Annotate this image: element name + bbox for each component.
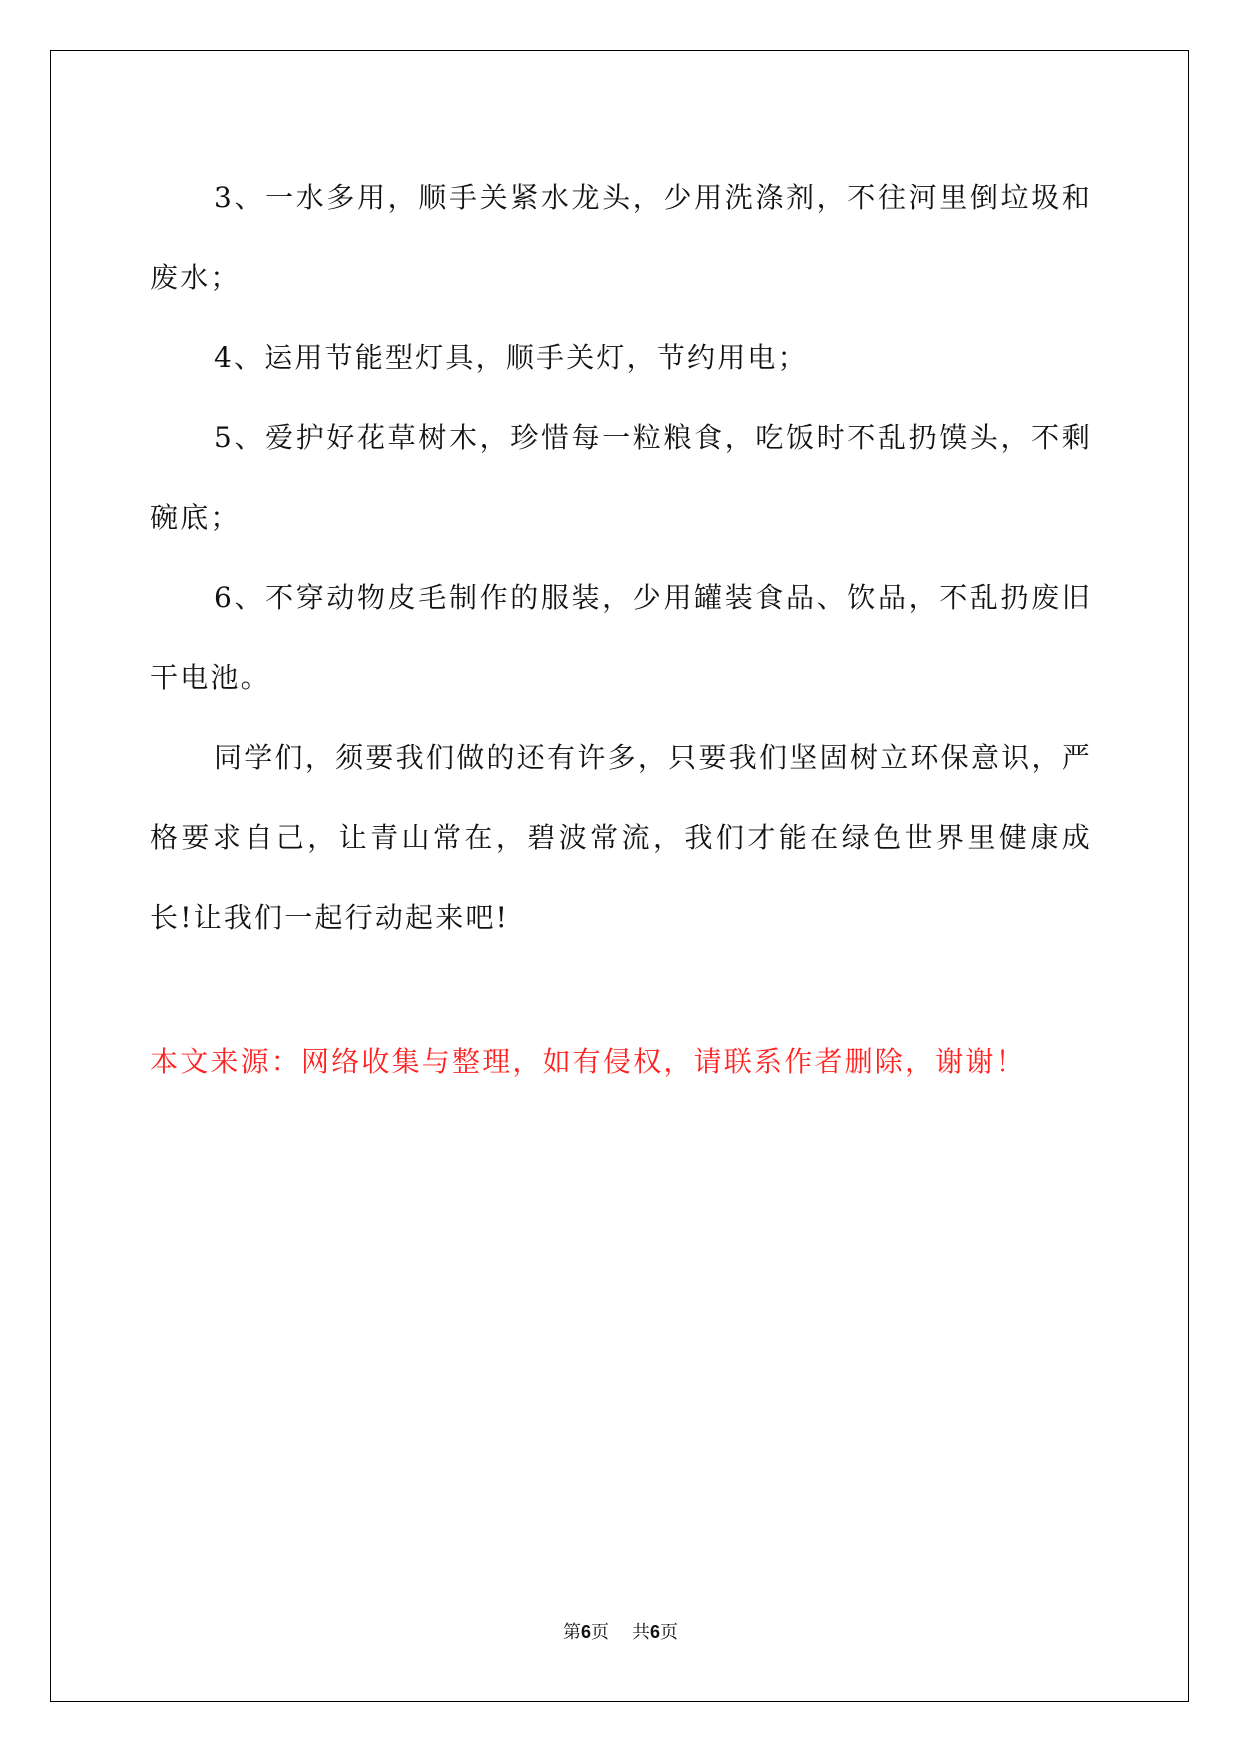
page-footer <box>0 1618 1241 1644</box>
page-prefix: 第 <box>563 1622 582 1643</box>
total-page-number: 6 <box>649 1622 660 1642</box>
total-prefix: 共 <box>631 1622 650 1643</box>
paragraph-item-5: 5、爱护好花草树木，珍惜每一粒粮食，吃饭时不乱扔馍头，不剩碗底； <box>150 421 1092 534</box>
current-page-number: 6 <box>581 1622 592 1642</box>
closing-paragraph: 同学们，须要我们做的还有许多，只要我们坚固树立环保意识，严格要求自己，让青山常在，碧波常流，我们才能在绿色世界里健康成长!让我们一起行动起来吧! <box>150 741 1092 934</box>
paragraph-item-4: 4、运用节能型灯具，顺手关灯，节约用电； <box>214 341 808 374</box>
total-suffix: 页 <box>659 1622 678 1643</box>
source-note: 本文来源：网络收集与整理，如有侵权，请联系作者删除，谢谢！ <box>150 1045 1026 1078</box>
paragraph-item-6: 6、不穿动物皮毛制作的服装，少用罐装食品、饮品，不乱扔废旧干电池。 <box>150 581 1092 694</box>
page-suffix: 页 <box>591 1622 610 1643</box>
paragraph-item-3: 3、一水多用，顺手关紧水龙头，少用洗涤剂，不往河里倒垃圾和废水； <box>150 181 1092 294</box>
document-body <box>150 158 1092 958</box>
